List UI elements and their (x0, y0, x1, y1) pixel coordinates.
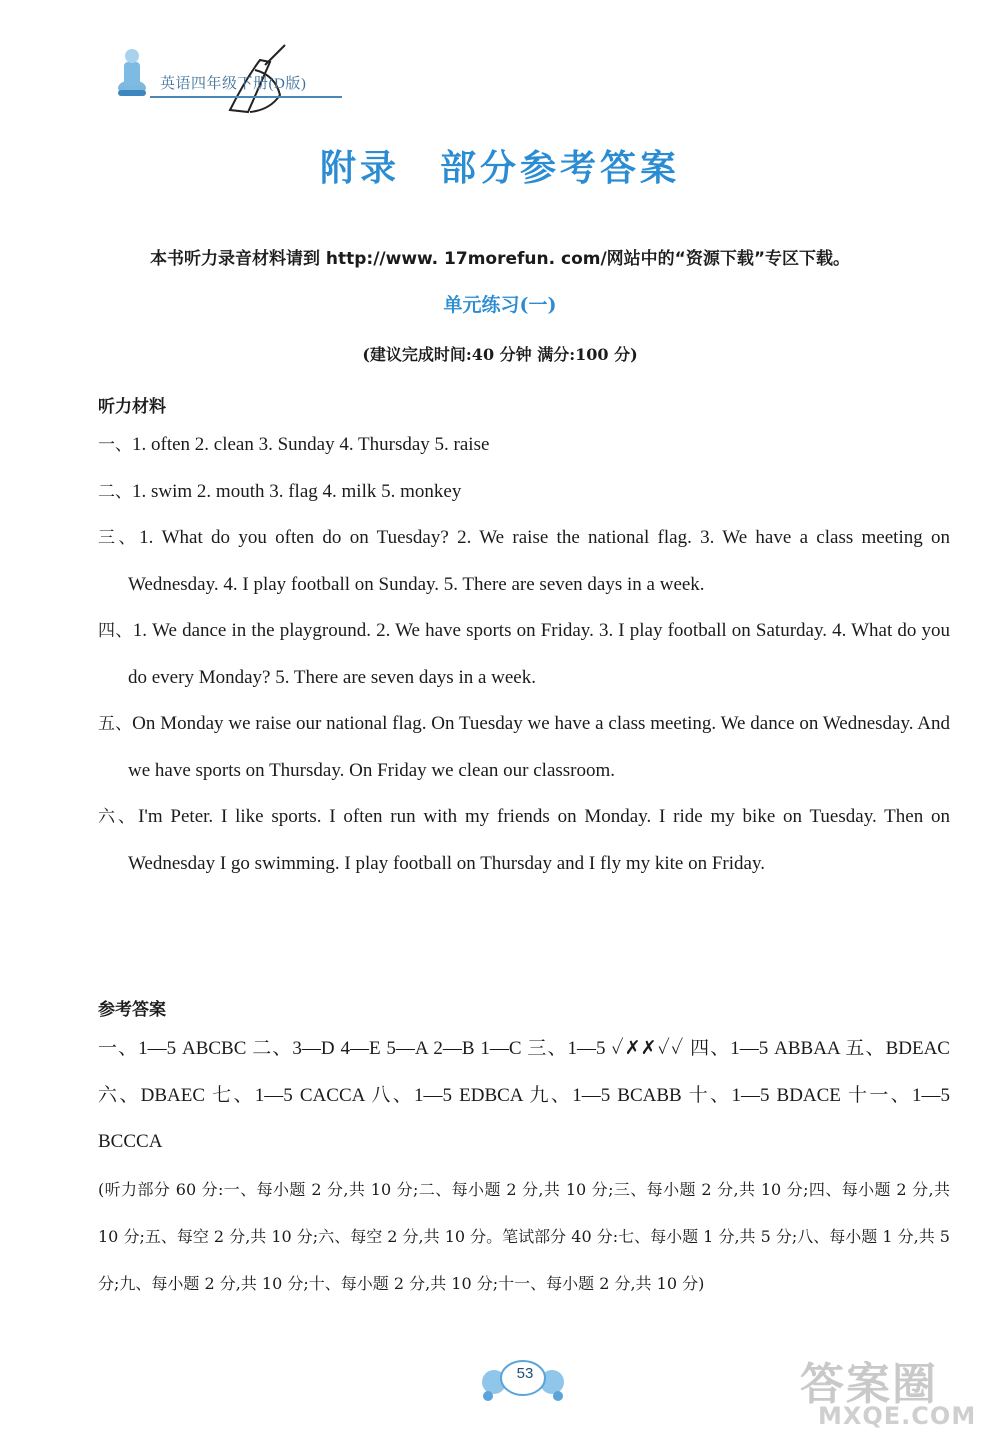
page-number: 53 (516, 1365, 534, 1382)
header-rule (150, 96, 342, 98)
listening-item: 一、1. often 2. clean 3. Sunday 4. Thursday 5. raise (98, 434, 490, 455)
answers-heading: 参考答案 (98, 1000, 166, 1020)
page-title (0, 140, 1000, 191)
title-part-appendix: 附录 (319, 148, 400, 189)
scoring-note: (听力部分 60 分:一、每小题 2 分,共 10 分;二、每小题 2 分,共 10 分;三、每小题 2 分,共 10 分;四、每小题 2 分,共 10 分;五、每空 2 分,共 10 分;六、每空 2 分,共 10 分。笔试部分 40 分:七、每小题 1 分,共 5 分;八、每小题 1 分,共 5 分;九、每小题 2 分,共 10 分;十、每小题 2 分,共 10 分;十一、每小题 2 分,共 10 分) (98, 1180, 950, 1293)
answer-key (98, 1026, 950, 1166)
watermark-url: MXQE.COM (818, 1402, 977, 1430)
listening-materials (98, 422, 950, 887)
book-title: 英语四年级下册(D版) (160, 76, 307, 92)
listening-item: 四、1. We dance in the playground. 2. We have sports on Friday. 3. I play football on Saturday. 4. What do you do every Monday? 5. There are seven days in a week. (98, 620, 950, 688)
title-part-answers: 部分参考答案 (440, 148, 681, 189)
download-notice: 本书听力录音材料请到 http://www. 17morefun. com/网站中的“资源下载”专区下载。 (149, 249, 851, 269)
watermark-logo: 答案圈 (800, 1359, 938, 1410)
listening-item: 六、I'm Peter. I like sports. I often run with my friends on Monday. I ride my bike on Tuesday. Then on Wednesday I go swimming. I play football on Thursday and I fly my kite on Friday. (98, 806, 950, 874)
pencil-figure-icon (118, 49, 146, 96)
answer-text: 一、1—5 ABCBC 二、3—D 4—E 5—A 2—B 1—C 三、1—5 ✓✗✗✓✓ 四、1—5 ABBAA 五、BDEAC 六、DBAEC 七、1—5 CACCA 八、1—5 EDBCA 九、1—5 BCABB 十、1—5 BDACE 十一、1—5 BCCCA (98, 1038, 950, 1152)
time-note: (建议完成时间:40 分钟 满分:100 分) (362, 345, 638, 364)
listening-item: 五、On Monday we raise our national flag. On Tuesday we have a class meeting. We dance on Wednesday. And we have sports on Thursday. On Friday we clean our classroom. (98, 713, 951, 781)
listening-heading: 听力材料 (98, 397, 166, 417)
listening-item: 三、1. What do you often do on Tuesday? 2. We raise the national flag. 3. We have a class meeting on Wednesday. 4. I play football on Sunday. 5. There are seven days in a week. (98, 527, 951, 595)
listening-item: 二、1. swim 2. mouth 3. flag 4. milk 5. monkey (98, 480, 462, 502)
unit-title: 单元练习(一) (443, 294, 557, 316)
